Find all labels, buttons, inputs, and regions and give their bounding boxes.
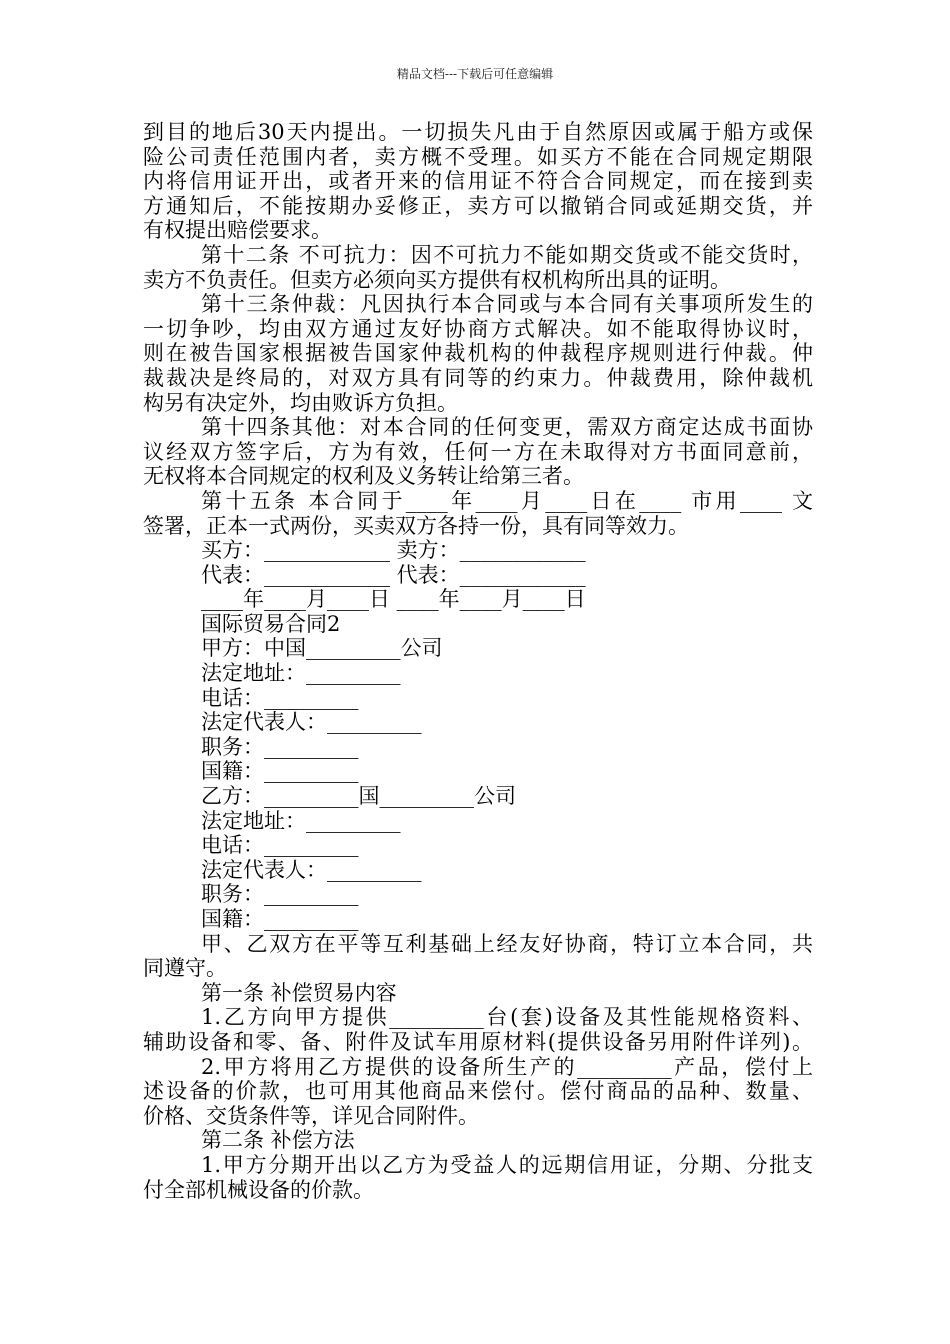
text-line: 电话：_________	[201, 833, 359, 858]
text-line: 议经双方签字后，方为有效，任何一方在未取得对方书面同意前，	[143, 439, 813, 464]
text-line: 法定地址：_________	[201, 661, 401, 686]
text-line: 法定代表人：_________	[201, 710, 422, 735]
text-line: 第二条 补偿方法	[201, 1128, 355, 1153]
text-line: 电话：_________	[201, 685, 359, 710]
text-line: 险公司责任范围内者，卖方概不受理。如买方不能在合同规定期限	[143, 144, 813, 169]
text-line: 国籍：_________	[201, 907, 359, 931]
text-line: 国籍：_________	[201, 759, 359, 784]
text-line: 同遵守。	[143, 956, 227, 981]
text-line: 职务：_________	[201, 734, 359, 759]
text-line: 有权提出赔偿要求。	[143, 218, 332, 243]
text-line: 签署，正本一式两份，买卖双方各持一份，具有同等效力。	[143, 513, 689, 538]
text-line: ____年____月____日 ____年____月____日	[201, 587, 586, 612]
text-line: 卖方不负责任。但卖方必须向买方提供有权机构所出具的证明。	[143, 267, 731, 292]
text-line: 国际贸易合同2	[201, 611, 341, 636]
text-line: 第十五条 本合同于____年____月____日在____ 市用____ 文	[201, 488, 813, 513]
text-line: 构另有决定外，均由败诉方负担。	[143, 390, 458, 415]
text-line: 无权将本合同规定的权利及义务转让给第三者。	[143, 464, 584, 489]
text-line: 述设备的价款，也可用其他商品来偿付。偿付商品的品种、数量、	[143, 1079, 813, 1104]
text-line: 代表：____________ 代表：____________	[201, 562, 586, 587]
text-line: 辅助设备和零、备、附件及试车用原材料(提供设备另用附件详列)。	[143, 1029, 813, 1054]
page-header: 精品文档---下载后可任意编辑	[396, 67, 554, 81]
text-line: 职务：_________	[201, 882, 359, 907]
text-line: 甲、乙双方在平等互利基础上经友好协商，特订立本合同，共	[201, 931, 813, 956]
text-line: 第十三条仲裁：凡因执行本合同或与本合同有关事项所发生的	[201, 292, 813, 317]
text-line: 1.乙方向甲方提供_________台(套)设备及其性能规格资料、	[201, 1005, 813, 1030]
text-line: 法定地址：_________	[201, 808, 401, 833]
document-body	[143, 120, 813, 1202]
text-line: 1.甲方分期开出以乙方为受益人的远期信用证，分期、分批支	[201, 1152, 813, 1177]
text-line: 甲方：中国_________公司	[201, 636, 443, 661]
text-line: 一切争吵，均由双方通过友好协商方式解决。如不能取得协议时，	[143, 316, 813, 341]
text-line: 第一条 补偿贸易内容	[201, 980, 397, 1005]
text-line: 裁裁决是终局的，对双方具有同等的约束力。仲裁费用，除仲裁机	[143, 365, 813, 390]
text-line: 到目的地后30天内提出。一切损失凡由于自然原因或属于船方或保	[143, 120, 813, 144]
text-line: 则在被告国家根据被告国家仲裁机构的仲裁程序规则进行仲裁。仲	[143, 341, 813, 366]
text-line: 付全部机械设备的价款。	[143, 1177, 374, 1202]
text-line: 方通知后，不能按期办妥修正，卖方可以撤销合同或延期交货，并	[143, 193, 813, 218]
text-line: 第十四条其他：对本合同的任何变更，需双方商定达成书面协	[201, 415, 813, 440]
text-line: 法定代表人：_________	[201, 857, 422, 882]
text-line: 价格、交货条件等，详见合同附件。	[143, 1103, 479, 1128]
text-line: 内将信用证开出，或者开来的信用证不符合合同规定，而在接到卖	[143, 169, 813, 194]
text-line: 2.甲方将用乙方提供的设备所生产的_________产品，偿付上	[201, 1054, 813, 1079]
text-line: 第十二条 不可抗力：因不可抗力不能如期交货或不能交货时，	[201, 242, 813, 267]
text-line: 买方：____________ 卖方：____________	[201, 538, 586, 563]
text-line: 乙方：_________国_________公司	[201, 784, 516, 809]
